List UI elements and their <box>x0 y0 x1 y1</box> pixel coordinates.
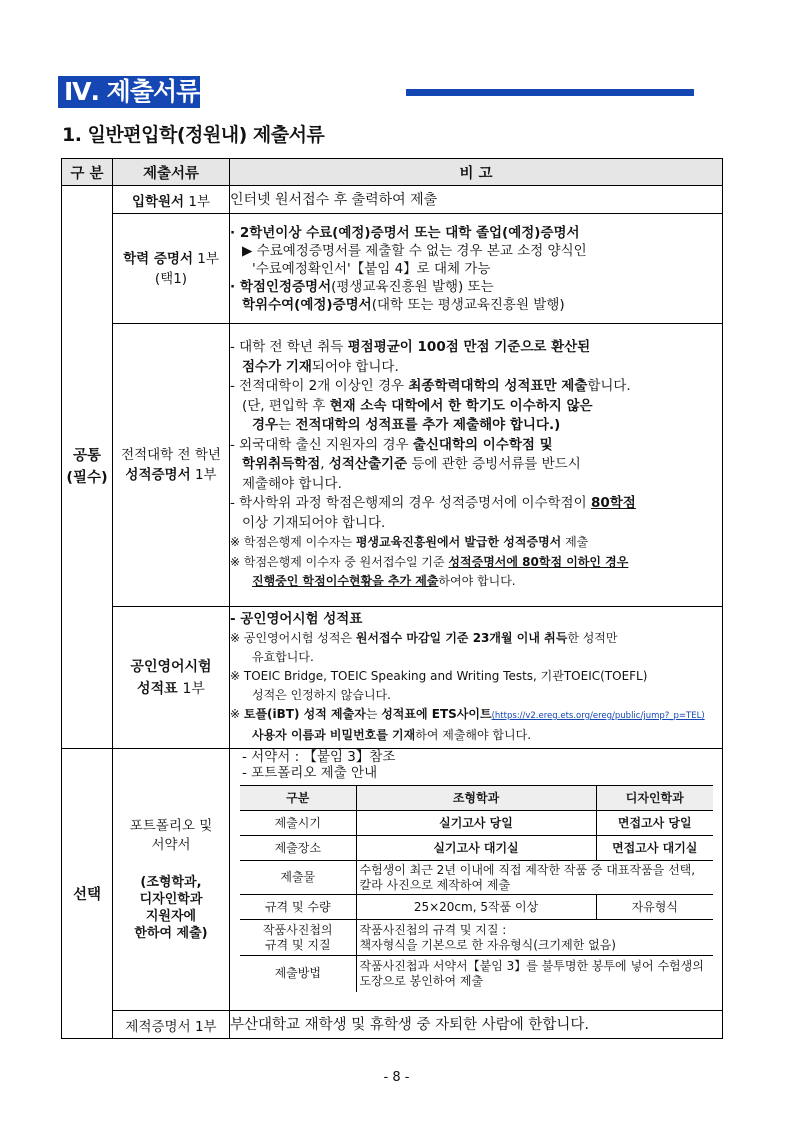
page-subtitle: 1. 일반편입학(정원내) 제출서류 <box>62 124 325 146</box>
portfolio-cell: 실기고사 당일 <box>356 811 596 836</box>
portfolio-row <box>240 836 713 861</box>
table-row <box>62 186 723 214</box>
portfolio-row <box>240 920 713 956</box>
portfolio-label: 제출방법 <box>240 956 356 992</box>
note-english <box>230 607 723 749</box>
section-title: Ⅳ. 제출서류 <box>58 76 200 108</box>
note-line: 사용자 이름과 비밀번호를 기재하여 제출해야 합니다. <box>252 728 532 742</box>
note-line: (단, 편입학 후 현재 소속 대학에서 한 학기도 이수하지 않은 <box>242 397 593 414</box>
documents-table <box>61 158 723 1039</box>
note-line: ※ 학점은행제 이수자 중 원서접수일 기준 성적증명서에 80학점 이하인 경우 <box>230 554 629 569</box>
note-education <box>230 214 723 324</box>
note-line: 제출해야 합니다. <box>242 475 342 492</box>
portfolio-cell: 자유형식 <box>596 895 713 920</box>
doc-name: 공인영어시험 <box>130 658 212 675</box>
portfolio-header: 조형학과 <box>356 786 596 811</box>
note-line: 진행중인 학점이수현황을 추가 제출하여야 합니다. <box>252 574 516 589</box>
note-line: 학위취득학점, 성적산출기준 등에 관한 증빙서류를 반드시 <box>242 456 581 473</box>
table-row <box>62 324 723 607</box>
portfolio-row <box>240 811 713 836</box>
note-line: ▶ 수료예정증명서를 제출할 수 없는 경우 본교 소정 양식인 <box>242 242 587 259</box>
portfolio-label: 작품사진첩의 규격 및 지질 <box>240 920 356 956</box>
table-row <box>62 214 723 324</box>
note-transcript <box>230 324 723 607</box>
ets-link[interactable]: (https://v2.ereg.ets.org/ereg/public/jump?_p=TEL) <box>491 711 705 721</box>
doc-name: 제적증명서 <box>125 1018 191 1035</box>
header-category: 구 분 <box>62 159 113 186</box>
note-portfolio <box>230 749 723 1011</box>
page-number: - 8 - <box>383 1070 410 1085</box>
note-line: ※ 토플(iBT) 성적 제출자는 성적표에 ETS사이트(https://v2.ereg.ets.org/ereg/public/jump?_p=TEL) <box>230 707 705 721</box>
note-line: 경우는 전적대학의 성적표를 추가 제출해야 합니다.) <box>252 417 561 434</box>
note-line: - 전적대학이 2개 이상인 경우 최종학력대학의 성적표만 제출합니다. <box>230 378 631 395</box>
portfolio-cell: 수험생이 최근 2년 이내에 직접 제작한 작품 중 대표작품을 선택, 칼라 사진으로 제작하여 제출 <box>356 861 713 895</box>
note-application: 인터넷 원서접수 후 출력하여 제출 <box>230 186 723 214</box>
table-row <box>62 749 723 1011</box>
note-line: 성적은 인정하지 않습니다. <box>252 688 391 702</box>
note-enrollment: 부산대학교 재학생 및 휴학생 중 자퇴한 사람에 한합니다. <box>230 1011 723 1039</box>
doc-count: 1부 <box>194 467 217 483</box>
table-header-row <box>62 159 723 186</box>
note-line: - 외국대학 출신 지원자의 경우 출신대학의 이수학점 및 <box>230 436 553 453</box>
portfolio-header: 구분 <box>240 786 356 811</box>
table-row <box>62 1011 723 1039</box>
portfolio-cell: 면접고사 대기실 <box>596 836 713 861</box>
header-document: 제출서류 <box>113 159 230 186</box>
portfolio-row <box>240 895 713 920</box>
portfolio-label: 제출시기 <box>240 811 356 836</box>
portfolio-row <box>240 956 713 992</box>
doc-education <box>113 214 230 324</box>
doc-sub: (조형학과, 디자인학과 지원자에 한하여 제출) <box>134 874 208 941</box>
doc-count: 1부 <box>188 193 211 210</box>
note-line: - 학사학위 과정 학점은행제의 경우 성적증명서에 이수학점이 80학점 <box>230 495 636 512</box>
portfolio-label: 제출장소 <box>240 836 356 861</box>
doc-name: 포트폴리오 및 <box>129 817 213 834</box>
doc-name: 전적대학 전 학년 <box>121 447 221 463</box>
category-select: 선택 <box>62 749 113 1039</box>
doc-count: 1부 <box>197 250 219 267</box>
doc-english <box>113 607 230 749</box>
note-line: ※ 학점은행제 이수자는 평생교육진흥원에서 발급한 성적증명서 제출 <box>230 535 589 550</box>
portfolio-label: 규격 및 수량 <box>240 895 356 920</box>
portfolio-label: 제출물 <box>240 861 356 895</box>
note-line: ※ 공인영어시험 성적은 원서접수 마감일 기준 23개월 이내 취득한 성적만 <box>230 631 618 645</box>
doc-name: 학력 증명서 <box>123 250 193 267</box>
note-line: 이상 기재되어야 합니다. <box>242 514 386 531</box>
note-line: - 서약서 : 【붙임 3】참조 <box>242 749 396 765</box>
note-line: · 학점인정증명서(평생교육진흥원 발행) 또는 <box>230 278 494 295</box>
portfolio-row <box>240 861 713 895</box>
doc-name: 입학원서 <box>131 193 185 210</box>
note-line: - 대학 전 학년 취득 평점평균이 100점 만점 기준으로 환산된 <box>230 339 591 356</box>
doc-sub: (택1) <box>154 270 188 287</box>
portfolio-cell: 실기고사 대기실 <box>356 836 596 861</box>
note-line: ※ TOEIC Bridge, TOEIC Speaking and Writing Tests, 기관TOEIC(TOEFL) <box>230 669 648 683</box>
doc-portfolio <box>113 749 230 1011</box>
header-remarks: 비 고 <box>230 159 723 186</box>
doc-name-bold: 성적증명서 <box>125 467 191 483</box>
note-line: - 포트폴리오 제출 안내 <box>242 765 378 781</box>
doc-count: 1부 <box>194 1018 217 1035</box>
portfolio-cell: 작품사진첩과 서약서【붙임 3】를 불투명한 봉투에 넣어 수험생의 도장으로 봉인하여 제출 <box>356 956 713 992</box>
portfolio-table <box>240 785 713 992</box>
doc-count: 1부 <box>182 680 205 697</box>
portfolio-cell: 작품사진첩의 규격 및 지질 : 책자형식을 기본으로 한 자유형식(크기제한 없음) <box>356 920 713 956</box>
portfolio-header: 디자인학과 <box>596 786 713 811</box>
doc-application <box>113 186 230 214</box>
portfolio-header-row <box>240 786 713 811</box>
note-line: 학위수여(예정)증명서(대학 또는 평생교육진흥원 발행) <box>242 296 565 313</box>
note-line: 유효합니다. <box>252 650 314 664</box>
doc-enrollment <box>113 1011 230 1039</box>
portfolio-cell: 면접고사 당일 <box>596 811 713 836</box>
category-common: 공통 (필수) <box>62 186 113 749</box>
note-line: · 2학년이상 수료(예정)증명서 또는 대학 졸업(예정)증명서 <box>230 224 580 241</box>
note-line: - 공인영어시험 성적표 <box>230 611 363 627</box>
table-row <box>62 607 723 749</box>
note-line: 점수가 기재되어야 합니다. <box>242 358 399 375</box>
note-line: '수료예정확인서'【붙임 4】로 대체 가능 <box>252 260 491 277</box>
doc-name: 서약서 <box>151 836 191 853</box>
title-underline-bar <box>406 89 694 96</box>
doc-transcript <box>113 324 230 607</box>
portfolio-cell: 25×20cm, 5작품 이상 <box>356 895 596 920</box>
doc-name: 성적표 <box>137 680 178 697</box>
